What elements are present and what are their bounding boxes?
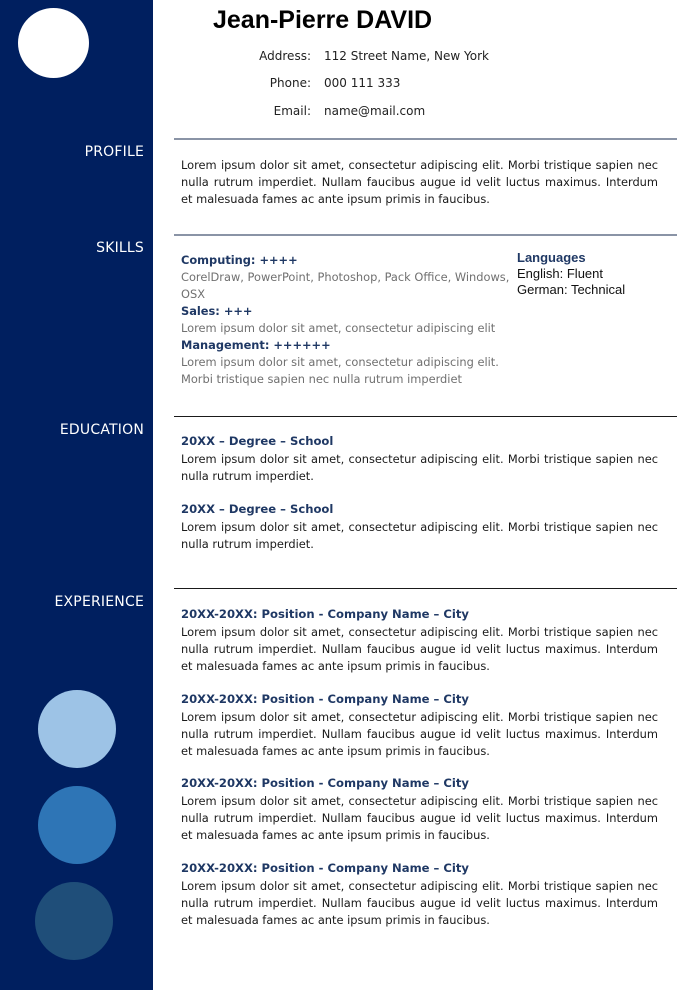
heading-education: EDUCATION bbox=[59, 422, 144, 438]
skill-title: Computing: ++++ bbox=[181, 253, 298, 267]
sidebar bbox=[0, 0, 153, 990]
contact-value: 000 111 333 bbox=[324, 76, 401, 90]
contact-label: Address: bbox=[259, 49, 311, 63]
skill-title: Management: ++++++ bbox=[181, 338, 331, 352]
languages-title: Languages bbox=[517, 250, 586, 265]
experience-text: Lorem ipsum dolor sit amet, consectetur adipiscing elit. Morbi tristique sapien nec nulla rutrum imperdiet. Nullam faucibus augue id velit luctus maximus. Interdum et malesuada fames ac ante ipsum primis in faucibus. bbox=[181, 625, 658, 673]
experience-text: Lorem ipsum dolor sit amet, consectetur adipiscing elit. Morbi tristique sapien nec nulla rutrum imperdiet. Nullam faucibus augue id velit luctus maximus. Interdum et malesuada fames ac ante ipsum primis in faucibus. bbox=[181, 794, 658, 842]
decorative-circle-dark bbox=[35, 882, 113, 960]
education-text: Lorem ipsum dolor sit amet, consectetur adipiscing elit. Morbi tristique sapien nec nulla rutrum imperdiet. bbox=[181, 452, 658, 483]
skill-text: Lorem ipsum dolor sit amet, consectetur adipiscing elit bbox=[181, 321, 496, 335]
experience-title: 20XX-20XX: Position - Company Name – City bbox=[181, 692, 469, 706]
skill-text: CorelDraw, PowerPoint, Photoshop, Pack Office, Windows, OSX bbox=[181, 270, 510, 301]
section-divider bbox=[174, 234, 677, 236]
language-item: German: Technical bbox=[517, 282, 626, 297]
photo-placeholder bbox=[18, 8, 89, 78]
contact-label: Phone: bbox=[269, 76, 311, 90]
decorative-circle-light bbox=[38, 690, 116, 768]
section-divider bbox=[174, 588, 677, 589]
heading-skills: SKILLS bbox=[96, 240, 144, 256]
skill-title: Sales: +++ bbox=[181, 304, 253, 318]
education-title: 20XX – Degree – School bbox=[181, 502, 334, 516]
candidate-name: Jean-Pierre DAVID bbox=[213, 6, 433, 34]
contact-label: Email: bbox=[273, 104, 311, 118]
decorative-circle-mid bbox=[38, 786, 116, 864]
experience-title: 20XX-20XX: Position - Company Name – City bbox=[181, 607, 469, 621]
section-divider bbox=[174, 416, 677, 417]
language-item: English: Fluent bbox=[517, 266, 603, 281]
skill-text: Lorem ipsum dolor sit amet, consectetur adipiscing elit. Morbi tristique sapien nec nulla rutrum imperdiet bbox=[181, 355, 499, 386]
profile-text: Lorem ipsum dolor sit amet, consectetur adipiscing elit. Morbi tristique sapien nec nulla rutrum imperdiet. Nullam faucibus augue id velit luctus maximus. Interdum et malesuada fames ac ante ipsum primis in faucibus. bbox=[181, 158, 658, 206]
section-divider bbox=[174, 138, 677, 140]
education-text: Lorem ipsum dolor sit amet, consectetur adipiscing elit. Morbi tristique sapien nec nulla rutrum imperdiet. bbox=[181, 520, 658, 551]
heading-profile: PROFILE bbox=[84, 144, 144, 160]
experience-title: 20XX-20XX: Position - Company Name – City bbox=[181, 776, 469, 790]
experience-title: 20XX-20XX: Position - Company Name – City bbox=[181, 861, 469, 875]
contact-value: 112 Street Name, New York bbox=[324, 49, 489, 63]
experience-text: Lorem ipsum dolor sit amet, consectetur adipiscing elit. Morbi tristique sapien nec nulla rutrum imperdiet. Nullam faucibus augue id velit luctus maximus. Interdum et malesuada fames ac ante ipsum primis in faucibus. bbox=[181, 710, 658, 758]
experience-text: Lorem ipsum dolor sit amet, consectetur adipiscing elit. Morbi tristique sapien nec nulla rutrum imperdiet. Nullam faucibus augue id velit luctus maximus. Interdum et malesuada fames ac ante ipsum primis in faucibus. bbox=[181, 879, 658, 927]
education-title: 20XX – Degree – School bbox=[181, 434, 334, 448]
heading-experience: EXPERIENCE bbox=[54, 594, 144, 610]
contact-value: name@mail.com bbox=[324, 104, 426, 118]
